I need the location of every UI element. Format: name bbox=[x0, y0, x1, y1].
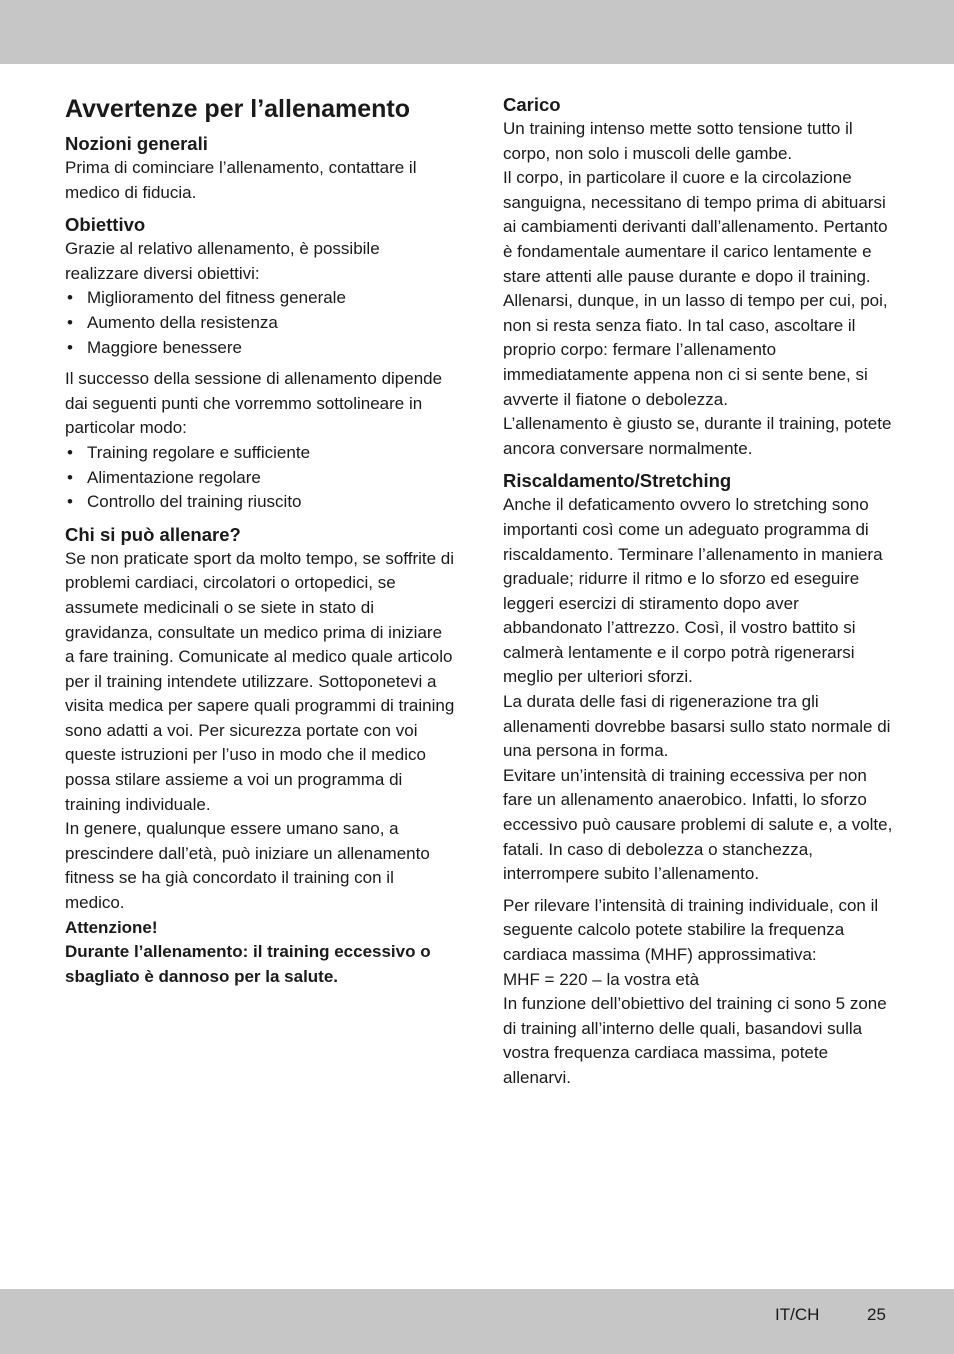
left-column bbox=[65, 93, 455, 989]
bullet-list-punti bbox=[65, 441, 455, 515]
heading-riscaldamento-stretching: Riscaldamento/Stretching bbox=[503, 470, 732, 492]
paragraph-carico-1: Un training intenso mette sotto tensione tutto il corpo, non solo i muscoli delle gambe. bbox=[503, 119, 853, 163]
paragraph-obiettivo-intro: Grazie al relativo allenamento, è possibile realizzare diversi obiettivi: bbox=[65, 239, 380, 283]
list-item: • Alimentazione regolare bbox=[65, 466, 455, 491]
list-item: • Miglioramento del fitness generale bbox=[65, 286, 455, 311]
page-number: 25 bbox=[867, 1305, 886, 1324]
paragraph-chi-2: In genere, qualunque essere umano sano, a prescindere dall’età, può iniziare un allenamento fitness se ha già concordato il training con il medico. bbox=[65, 819, 430, 913]
paragraph-riscaldamento-2: La durata delle fasi di rigenerazione tra gli allenamenti dovrebbe basarsi sullo stato normale di una persona in forma. bbox=[503, 692, 891, 761]
formula-mhf: MHF = 220 – la vostra età bbox=[503, 969, 700, 989]
paragraph-successo: Il successo della sessione di allenamento dipende dai seguenti punti che vorremmo sottolineare in particolar modo: bbox=[65, 369, 443, 438]
paragraph-carico-2: Il corpo, in particolare il cuore e la circolazione sanguigna, necessitano di tempo prima di abituarsi ai cambiamenti derivanti dall’allenamento. Pertanto è fondamentale aumentare il carico lentamente e stare attenti alle pause durante e dopo il training. bbox=[503, 168, 888, 286]
paragraph-riscaldamento-3: Evitare un’intensità di training eccessiva per non fare un allenamento anaerobico. Infatti, lo sforzo eccessivo può causare problemi di salute e, a volte, fatali. In caso di debolezza o stanchezza, interrompere subito l’allenamento. bbox=[503, 765, 893, 884]
warning-text: Durante l’allenamento: il training eccessivo o sbagliato è dannoso per la salute. bbox=[65, 942, 431, 986]
paragraph-riscaldamento-4: Per rilevare l’intensità di training individuale, con il seguente calcolo potete stabilire la frequenza cardiaca massima (MHF) approssimativa: bbox=[503, 895, 879, 964]
paragraph-carico-4: L’allenamento è giusto se, durante il training, potete ancora conversare normalmente. bbox=[503, 414, 892, 458]
page-title: Avvertenze per l’allenamento bbox=[65, 95, 411, 123]
warning-title: Attenzione! bbox=[65, 917, 158, 937]
bullet-list-obiettivi bbox=[65, 286, 455, 360]
paragraph-carico-3: Allenarsi, dunque, in un lasso di tempo per cui, poi, non si resta senza fiato. In tal caso, ascoltare il proprio corpo: fermare l’allenamento immediatamente appena non ci si sente bene, si avverte il fiatone o debolezza. bbox=[503, 291, 888, 409]
header-band bbox=[0, 0, 954, 64]
paragraph-chi-1: Se non praticate sport da molto tempo, se soffrite di problemi cardiaci, circolatori o ortopedici, se assumete medicinali o se siete in stato di gravidanza, consultate un medico prima di iniziare a fare training. Comunicate al medico quale articolo per il training intendete utilizzare. Sottoponetevi a visita medica per sapere quali programmi di training sono adatti a voi. Per sicurezza portate con voi queste istruzioni per l’uso in modo che il medico possa stilare assieme a voi un programma di training individuale. bbox=[65, 548, 455, 814]
paragraph-nozioni: Prima di cominciare l’allenamento, contattare il medico di fiducia. bbox=[65, 158, 417, 202]
paragraph-riscaldamento-5: In funzione dell’obiettivo del training ci sono 5 zone di training all’interno delle quali, basandovi sulla vostra frequenza cardiaca massima, potete allenarvi. bbox=[503, 994, 887, 1087]
list-item: • Aumento della resistenza bbox=[65, 311, 455, 336]
list-item: • Training regolare e sufficiente bbox=[65, 441, 455, 466]
paragraph-riscaldamento-1: Anche il defaticamento ovvero lo stretching sono importanti così come un adeguato programma di riscaldamento. Terminare l’allenamento in maniera graduale; ridurre il ritmo e lo sforzo ed eseguire leggeri esercizi di stiramento dopo aver abbandonato l’attrezzo. Così, il vostro battito si calmerà lentamente e il corpo potrà rigenerarsi meglio per ulteriori sforzi. bbox=[503, 495, 883, 687]
footer-language-code: IT/CH bbox=[775, 1305, 820, 1324]
heading-nozioni-generali: Nozioni generali bbox=[65, 133, 208, 154]
right-column bbox=[503, 93, 895, 1091]
heading-chi-si-puo-allenare: Chi si può allenare? bbox=[65, 523, 241, 545]
list-item: • Controllo del training riuscito bbox=[65, 490, 455, 515]
list-item: • Maggiore benessere bbox=[65, 336, 455, 361]
heading-obiettivo: Obiettivo bbox=[65, 214, 146, 236]
heading-carico: Carico bbox=[503, 94, 561, 115]
